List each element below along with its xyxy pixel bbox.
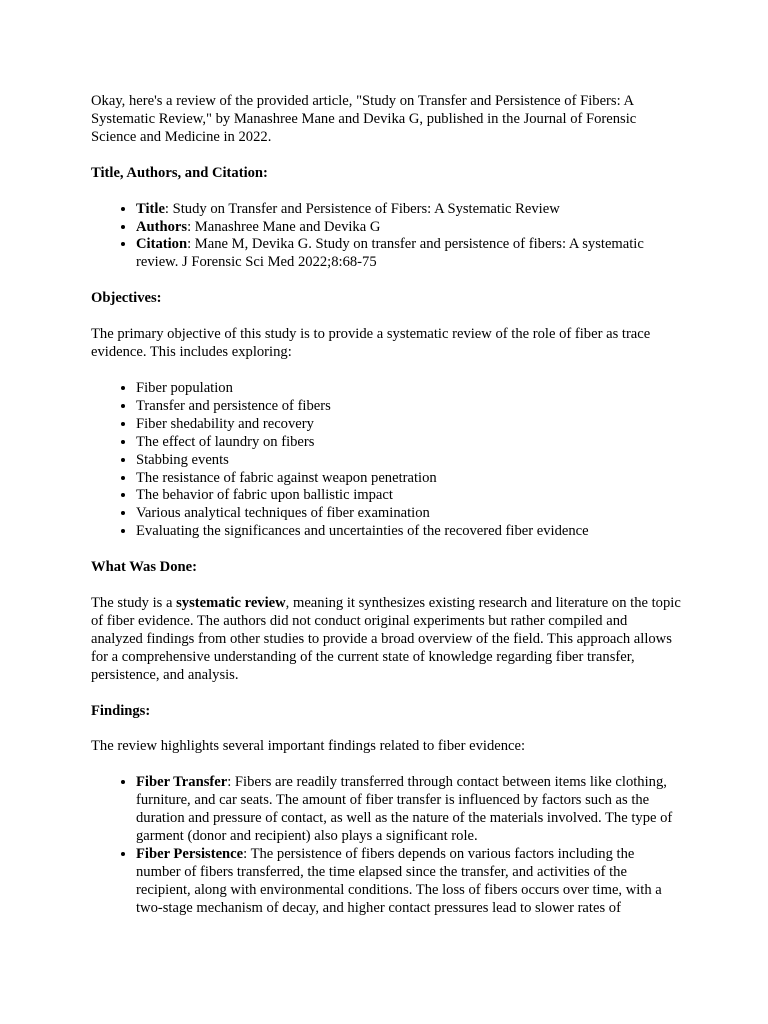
objectives-list <box>91 380 681 541</box>
list-item: • Stabbing events <box>136 452 681 470</box>
list-item: • Fiber shedability and recovery <box>136 416 681 434</box>
list-item: • Fiber Transfer: Fibers are readily transferred through contact between items like clothing, furniture, and car seats. The amount of fiber transfer is influenced by factors such as the duration and pressure of contact, as well as the nature of the materials involved. The type of garment (donor and recipient) also plays a significant role. <box>136 774 681 846</box>
list-item: • Evaluating the significances and uncertainties of the recovered fiber evidence <box>136 523 681 541</box>
findings-list <box>91 774 681 917</box>
heading-what-was-done: What Was Done: <box>91 559 197 576</box>
findings-paragraph: The review highlights several important findings related to fiber evidence: <box>91 738 526 755</box>
objectives-paragraph: The primary objective of this study is to provide a systematic review of the role of fiber as trace evidence. This includes exploring: <box>91 326 651 361</box>
heading-objectives: Objectives: <box>91 290 162 307</box>
list-item: • The behavior of fabric upon ballistic impact <box>136 487 681 505</box>
heading-title-authors: Title, Authors, and Citation: <box>91 164 268 181</box>
heading-findings: Findings: <box>91 702 151 719</box>
list-item: • Citation: Mane M, Devika G. Study on transfer and persistence of fibers: A systematic review. J Forensic Sci Med 2022;8:68-75 <box>136 236 681 272</box>
list-item: • Various analytical techniques of fiber examination <box>136 505 681 523</box>
citation-list <box>91 201 681 273</box>
list-item: • Authors: Manashree Mane and Devika G <box>136 219 681 237</box>
list-item: • The effect of laundry on fibers <box>136 434 681 452</box>
list-item: • Title: Study on Transfer and Persistence of Fibers: A Systematic Review <box>136 201 681 219</box>
list-item: • Fiber population <box>136 380 681 398</box>
what-was-done-paragraph: The study is a systematic review, meaning it synthesizes existing research and literature on the topic of fiber evidence. The authors did not conduct original experiments but rather compiled and analyzed findings from other studies to provide a broad overview of the field. This approach allows for a comprehensive understanding of the current state of knowledge regarding fiber transfer, persistence, and analysis. <box>91 595 681 683</box>
intro-paragraph: Okay, here's a review of the provided article, "Study on Transfer and Persistence of Fibers: A Systematic Review," by Manashree Mane and Devika G, published in the Journal of Forensic Science and Medicine in 2022. <box>91 93 637 145</box>
list-item: • Fiber Persistence: The persistence of fibers depends on various factors including the number of fibers transferred, the time elapsed since the transfer, and activities of the recipient, along with environmental conditions. The loss of fibers occurs over time, with a two-stage mechanism of decay, and higher contact pressures lead to slower rates of <box>136 846 681 918</box>
list-item: • Transfer and persistence of fibers <box>136 398 681 416</box>
document-body <box>91 93 681 936</box>
list-item: • The resistance of fabric against weapon penetration <box>136 470 681 488</box>
